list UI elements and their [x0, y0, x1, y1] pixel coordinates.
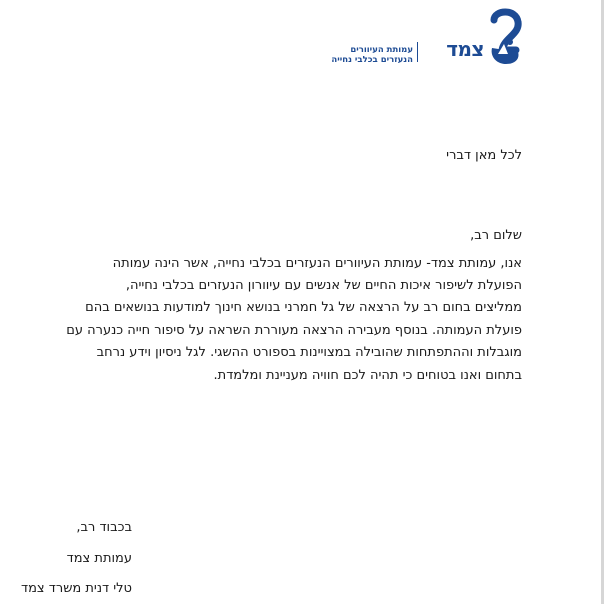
logo-subtitle-line-1: עמותת העיוורים [350, 45, 413, 55]
letter-signer: טלי דנית משרד צמד [21, 581, 132, 596]
letter-body-line: מוגבלות וההתפתחות שהובילה במצויינות בספורט ההשגי. לגל ניסיון וידע נרחב [96, 345, 522, 360]
logo-wordmark: צמד [446, 37, 484, 61]
logo-subtitle [331, 45, 413, 65]
letter-recipient: לכל מאן דברי [446, 148, 522, 163]
letter-org-name: עמותת צמד [66, 551, 132, 566]
letter-body-line: ממליצים בחום רב על הרצאה של גל חמרני בנושא חינוך למודעות בנושאים בהם [85, 300, 522, 315]
guide-dog-logo-icon [486, 8, 526, 68]
letter-closing: בכבוד רב, [76, 520, 132, 535]
letter-body-line: אנו, עמותת צמד- עמותת העיוורים הנעזרים בכלבי נחייה, אשר הינה עמותה [112, 256, 522, 271]
logo-subtitle-line-2: הנעזרים בכלבי נחייה [331, 55, 413, 65]
letter-body-line: פועלת העמותה. בנוסף מעבירה הרצאה מעוררת השראה על סיפור חייה כנערה עם [66, 323, 522, 338]
logo-divider [417, 42, 418, 62]
letter-greeting: שלום רב, [470, 228, 522, 243]
organization-logo [331, 8, 526, 68]
letter-body-line: בתחום ואנו בטוחים כי תהיה לכם חוויה מעניינת ומלמדת. [213, 368, 522, 383]
letter-body-line: הפועלת לשיפור איכות החיים של אנשים עם עיוורון הנעזרים בכלבי נחייה, [125, 278, 522, 293]
